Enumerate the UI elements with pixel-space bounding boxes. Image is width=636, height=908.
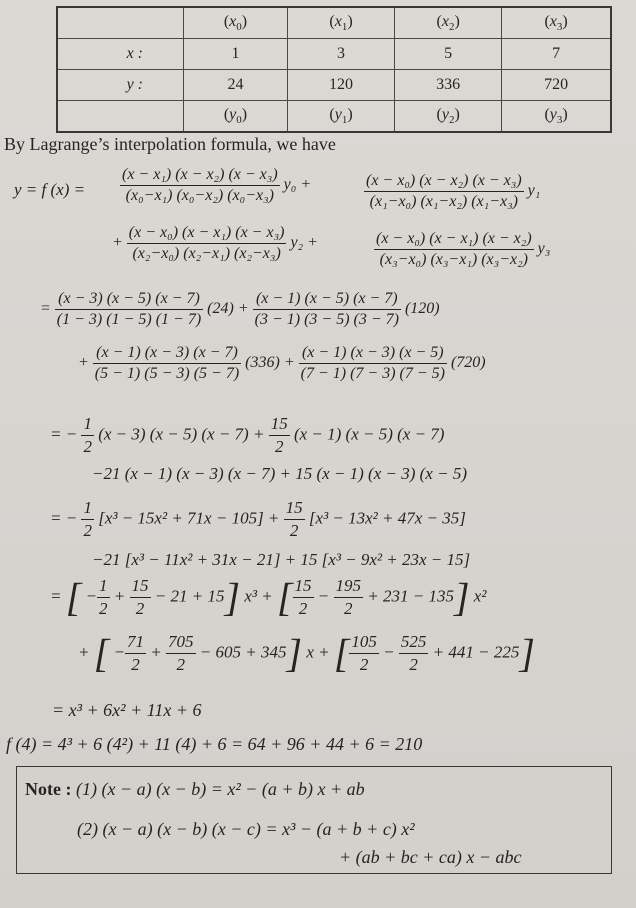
table-header-row: [57, 7, 611, 39]
table-cell: $(y_1)$: [287, 101, 394, 133]
simplify-line-6: + [ − $\frac{71}{2}$ + $\frac{705}{2}$ − 605 + 345] x + [ $\frac{105}{2}$ − $\frac{525}{2}$ + 441 − 225]: [78, 630, 535, 676]
f4-evaluation: f (4) = 4³ + 6 (4²) + 11 (4) + 6 = 64 + 96 + 44 + 6 = 210: [6, 734, 423, 754]
table-cell: 7: [502, 39, 611, 70]
table-cell: 24: [184, 70, 288, 101]
simplify-line-3: = − $\frac{1}{2}$ [x³ − 15x² + 71x − 105] + $\frac{15}{2}$ [x³ − 13x² + 47x − 35]: [50, 498, 466, 540]
table-corner-cell: [57, 7, 184, 39]
table-cell: 336: [395, 70, 502, 101]
substitution-line-2: + $\frac{(x - 1) (x - 3) (x - 7)}{(5 - 1) (5 - 3) (5 - 7)}$ (336) + $\frac{(x - 1) (x - 3) (x - 5)}{(7 - 1) (7 - 3) (7 - 5)}$ (720): [78, 344, 486, 382]
table-empty-cell: [57, 101, 184, 133]
lagrange-term-3: + $\frac{\text{(x − x₀) (x − x₁) (x − x₃)}}{\text{(x₂−x₀) (x₂−x₁) (x₂−x₃)}}$ y₂ +: [112, 224, 318, 262]
table-cell: 120: [287, 70, 394, 101]
lagrange-term-4: $\frac{\text{(x − x₀) (x − x₁) (x − x₂)}}{\text{(x₃−x₀) (x₃−x₁) (x₃−x₂)}}$ y₃: [376, 230, 551, 268]
note-item-2: (2) (x − a) (x − b) (x − c) = x³ − (a + b + c) x²: [77, 819, 415, 839]
row-label-y: y :: [57, 70, 184, 101]
result-polynomial: = x³ + 6x² + 11x + 6: [52, 700, 202, 720]
data-table: [56, 6, 612, 133]
table-row-x: [57, 39, 611, 70]
intro-text: By Lagrange’s interpolation formula, we have: [4, 134, 336, 154]
header-x1: $(x_1)$: [287, 7, 394, 39]
table-cell: 5: [395, 39, 502, 70]
table-cell: $(y_3)$: [502, 101, 611, 133]
row-label-x: x :: [57, 39, 184, 70]
table-cell: $(y_2)$: [395, 101, 502, 133]
table-cell: $(y_0)$: [184, 101, 288, 133]
table-row-y: [57, 70, 611, 101]
header-x0: $(x_0)$: [184, 7, 288, 39]
lagrange-term-2: $\frac{\text{(x − x₀) (x − x₂) (x − x₃)}}{\text{(x₁−x₀) (x₁−x₂) (x₁−x₃)}}$ y₁: [366, 172, 541, 210]
lagrange-lhs: y = f (x) =: [14, 180, 86, 199]
header-x3: $(x_3)$: [502, 7, 611, 39]
simplify-line-1: = − $\frac{1}{2}$ (x − 3) (x − 5) (x − 7) + $\frac{15}{2}$ (x − 1) (x − 5) (x − 7): [50, 414, 445, 456]
simplify-line-5: = [ − $\frac{1}{2}$ + $\frac{15}{2}$ − 21 + 15] x³ + [ $\frac{15}{2}$ − $\frac{195}{2}$ + 231 − 135] x²: [50, 574, 487, 620]
header-x2: $(x_2)$: [395, 7, 502, 39]
note-content-1: [25, 779, 365, 800]
note-item-1: (1) (x − a) (x − b) = x² − (a + b) x + ab: [75, 779, 365, 799]
substitution-line-1: = $\frac{(x - 3) (x - 5) (x - 7)}{(1 - 3) (1 - 5) (1 - 7)}$ (24) + $\frac{(x - 1) (x - 5) (x - 7)}{(3 - 1) (3 - 5) (3 - 7)}$ (120): [40, 290, 440, 328]
note-item-2-cont: + (ab + bc + ca) x − abc: [339, 847, 522, 867]
table-cell: 720: [502, 70, 611, 101]
simplify-line-2: −21 (x − 1) (x − 3) (x − 7) + 15 (x − 1) (x − 3) (x − 5): [92, 464, 467, 483]
table-cell: 3: [287, 39, 394, 70]
table-cell: 1: [184, 39, 288, 70]
note-label: Note :: [25, 779, 72, 799]
table-row-ysub: [57, 101, 611, 133]
note-box: [16, 766, 612, 874]
lagrange-term-1: $\frac{\text{(x − x₁) (x − x₂) (x − x₃)}}{\text{(x₀−x₁) (x₀−x₂) (x₀−x₃)}}$ y₀ +: [122, 166, 312, 204]
simplify-line-4: −21 [x³ − 11x² + 31x − 21] + 15 [x³ − 9x² + 23x − 15]: [92, 550, 471, 569]
